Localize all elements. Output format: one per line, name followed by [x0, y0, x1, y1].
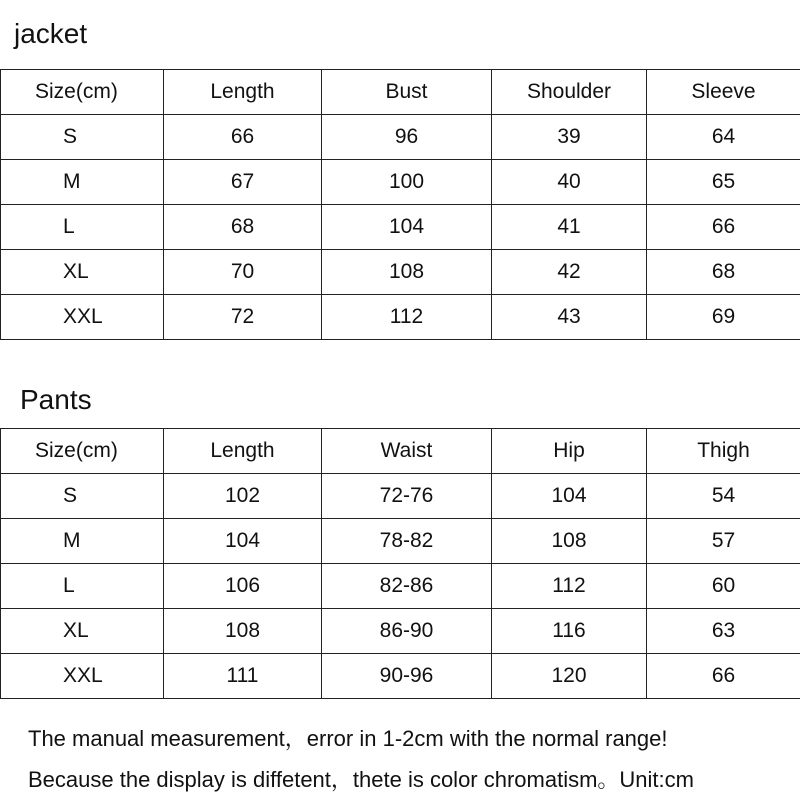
cell-shoulder: 39 — [492, 115, 647, 160]
table-row — [1, 250, 800, 295]
cell-length: 106 — [164, 564, 322, 609]
table-row — [1, 609, 800, 654]
cell-size: XL — [1, 250, 164, 295]
cell-hip: 120 — [492, 654, 647, 699]
pants-size-table — [0, 428, 800, 699]
cell-size: XXL — [1, 295, 164, 340]
cell-waist: 82-86 — [322, 564, 492, 609]
header-thigh: Thigh — [647, 429, 800, 474]
cell-length: 68 — [164, 205, 322, 250]
cell-waist: 86-90 — [322, 609, 492, 654]
cell-sleeve: 68 — [647, 250, 800, 295]
cell-thigh: 63 — [647, 609, 800, 654]
header-waist: Waist — [322, 429, 492, 474]
header-size: Size(cm) — [1, 70, 164, 115]
table-row — [1, 160, 800, 205]
cell-length: 66 — [164, 115, 322, 160]
cell-size: S — [1, 115, 164, 160]
cell-length: 102 — [164, 474, 322, 519]
cell-length: 70 — [164, 250, 322, 295]
cell-bust: 96 — [322, 115, 492, 160]
header-length: Length — [164, 70, 322, 115]
cell-bust: 104 — [322, 205, 492, 250]
cell-shoulder: 41 — [492, 205, 647, 250]
jacket-section-title: jacket — [14, 18, 88, 49]
note-measurement-error: The manual measurement，error in 1-2cm with the normal range! — [28, 726, 668, 751]
table-row — [1, 205, 800, 250]
cell-shoulder: 42 — [492, 250, 647, 295]
cell-thigh: 57 — [647, 519, 800, 564]
table-row — [1, 564, 800, 609]
cell-sleeve: 65 — [647, 160, 800, 205]
cell-size: L — [1, 564, 164, 609]
header-hip: Hip — [492, 429, 647, 474]
cell-bust: 100 — [322, 160, 492, 205]
cell-thigh: 54 — [647, 474, 800, 519]
cell-thigh: 60 — [647, 564, 800, 609]
table-row — [1, 474, 800, 519]
cell-hip: 116 — [492, 609, 647, 654]
cell-waist: 72-76 — [322, 474, 492, 519]
cell-size: XXL — [1, 654, 164, 699]
header-sleeve: Sleeve — [647, 70, 800, 115]
cell-bust: 108 — [322, 250, 492, 295]
cell-sleeve: 69 — [647, 295, 800, 340]
pants-section-title: Pants — [20, 384, 92, 415]
cell-hip: 108 — [492, 519, 647, 564]
cell-size: L — [1, 205, 164, 250]
jacket-size-table — [0, 69, 800, 340]
cell-shoulder: 43 — [492, 295, 647, 340]
cell-length: 108 — [164, 609, 322, 654]
cell-size: M — [1, 519, 164, 564]
table-header-row — [1, 429, 800, 474]
cell-size: XL — [1, 609, 164, 654]
cell-length: 72 — [164, 295, 322, 340]
cell-hip: 104 — [492, 474, 647, 519]
cell-waist: 78-82 — [322, 519, 492, 564]
cell-length: 104 — [164, 519, 322, 564]
cell-hip: 112 — [492, 564, 647, 609]
cell-size: S — [1, 474, 164, 519]
header-shoulder: Shoulder — [492, 70, 647, 115]
table-row — [1, 295, 800, 340]
table-row — [1, 519, 800, 564]
cell-shoulder: 40 — [492, 160, 647, 205]
cell-bust: 112 — [322, 295, 492, 340]
notes — [28, 718, 694, 800]
header-size: Size(cm) — [1, 429, 164, 474]
header-bust: Bust — [322, 70, 492, 115]
cell-waist: 90-96 — [322, 654, 492, 699]
cell-length: 111 — [164, 654, 322, 699]
cell-length: 67 — [164, 160, 322, 205]
header-length: Length — [164, 429, 322, 474]
table-row — [1, 115, 800, 160]
cell-size: M — [1, 160, 164, 205]
cell-sleeve: 66 — [647, 205, 800, 250]
note-color-unit: Because the display is diffetent，thete is color chromatism。Unit:cm — [28, 767, 694, 792]
cell-thigh: 66 — [647, 654, 800, 699]
table-row — [1, 654, 800, 699]
table-header-row — [1, 70, 800, 115]
cell-sleeve: 64 — [647, 115, 800, 160]
